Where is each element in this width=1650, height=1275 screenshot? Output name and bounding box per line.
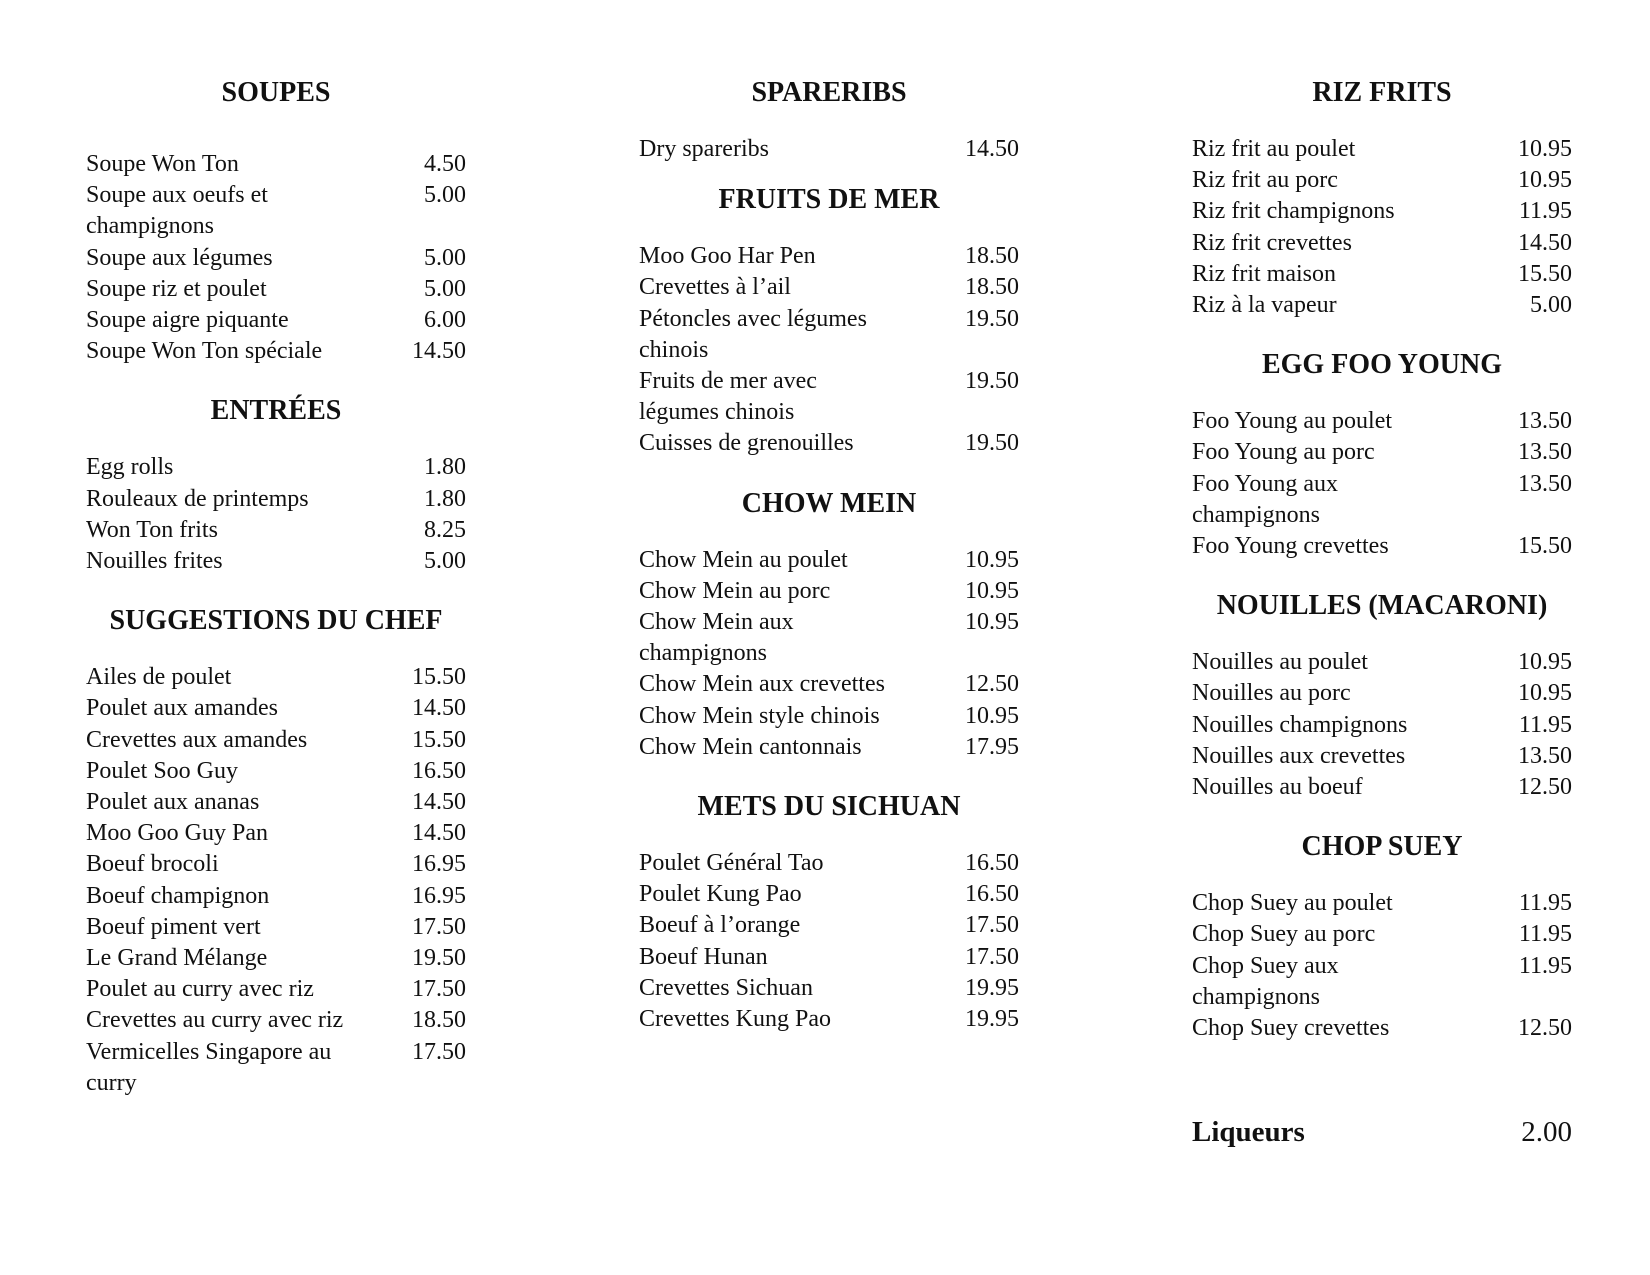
menu-item [1192, 259, 1572, 290]
section-title: EGG FOO YOUNG [1261, 349, 1503, 381]
menu-item [86, 243, 466, 274]
item-price: 12.50 [965, 671, 1019, 698]
section-title: NOUILLES (MACARONI) [1216, 590, 1548, 622]
item-price: 15.50 [1518, 260, 1572, 287]
item-list [639, 545, 1019, 763]
menu-item [86, 943, 466, 974]
item-name: Poulet Kung Pao [639, 881, 802, 908]
item-price: 10.95 [1518, 167, 1572, 194]
item-name: Egg rolls [86, 454, 174, 481]
item-name: Ailes de poulet [86, 664, 232, 691]
item-price: 10.95 [965, 546, 1019, 573]
section-suggestions-du-chef [86, 602, 466, 1099]
item-list [639, 134, 1019, 165]
item-name: Crevettes Kung Pao [639, 1006, 831, 1033]
menu-item [639, 576, 1019, 607]
item-price: 12.50 [1518, 774, 1572, 801]
menu-item [639, 366, 1019, 428]
item-price: 15.50 [412, 664, 466, 691]
item-price: 13.50 [1518, 439, 1572, 466]
item-price: 10.95 [1518, 136, 1572, 162]
item-price: 5.00 [424, 244, 466, 271]
menu-item [639, 701, 1019, 732]
item-price: 19.50 [412, 945, 466, 972]
item-list [1192, 647, 1572, 803]
item-list [86, 662, 466, 1099]
menu-item [1192, 134, 1572, 165]
item-price: 13.50 [1518, 408, 1572, 435]
item-name: Riz frit champignons [1192, 198, 1395, 225]
item-name: Poulet Général Tao [639, 850, 824, 877]
item-name: Foo Young aux champignons [1192, 470, 1339, 528]
section-entrees [86, 392, 466, 577]
item-name: Riz frit maison [1192, 260, 1336, 287]
item-name: Chop Suey au poulet [1192, 890, 1393, 917]
item-name: Boeuf à l’orange [639, 912, 801, 939]
menu-item [86, 725, 466, 756]
item-name: Soupe Won Ton spéciale [86, 338, 323, 365]
menu-item [86, 1005, 466, 1036]
item-price: 10.95 [1518, 680, 1572, 707]
item-price: 10.95 [1518, 649, 1572, 676]
liqueurs-row [1192, 1113, 1572, 1151]
item-name: Nouilles au porc [1192, 680, 1351, 707]
item-list [86, 452, 466, 577]
item-name: Boeuf champignon [86, 882, 270, 909]
section-chow-mein [639, 485, 1019, 763]
item-price: 11.95 [1518, 198, 1572, 225]
menu-item [86, 881, 466, 912]
item-name: Moo Goo Guy Pan [86, 820, 269, 847]
menu-item [639, 304, 1019, 366]
item-name: Soupe aigre piquante [86, 307, 289, 334]
item-price: 12.50 [1518, 1015, 1572, 1042]
item-list [1192, 134, 1572, 321]
menu-item [639, 607, 1019, 669]
menu-item [1192, 647, 1572, 678]
item-price: 10.95 [965, 702, 1019, 729]
menu-item [1192, 290, 1572, 321]
item-price: 1.80 [424, 485, 466, 512]
item-price: 14.50 [1518, 229, 1572, 256]
menu-item [86, 693, 466, 724]
item-list [1192, 406, 1572, 562]
item-price: 16.50 [965, 850, 1019, 877]
item-name: Vermicelles Singapore au curry [86, 1038, 332, 1096]
item-name: Chow Mein cantonnais [639, 733, 862, 760]
menu-item [1192, 888, 1572, 919]
item-price: 1.80 [424, 454, 466, 481]
item-price: 19.50 [965, 430, 1019, 457]
menu-item [639, 1004, 1019, 1035]
item-price: 11.95 [1518, 952, 1572, 979]
item-price: 14.50 [412, 820, 466, 847]
menu-item [1192, 951, 1572, 1013]
item-name: Pétoncles avec légumes chinois [639, 305, 867, 363]
menu-item [1192, 919, 1572, 950]
item-list [86, 149, 466, 367]
menu-item [639, 241, 1019, 272]
menu-item [1192, 469, 1572, 531]
menu-item [86, 515, 466, 546]
item-name: Crevettes Sichuan [639, 974, 813, 1001]
section-title: SUGGESTIONS DU CHEF [109, 605, 443, 637]
item-price: 16.95 [412, 882, 466, 909]
item-price: 17.50 [412, 976, 466, 1003]
item-price: 5.00 [424, 275, 466, 302]
item-name: Chow Mein aux crevettes [639, 671, 885, 698]
menu-item [86, 1037, 466, 1099]
section-chop-suey [1192, 828, 1572, 1044]
menu-item [639, 428, 1019, 459]
item-name: Crevettes aux amandes [86, 726, 308, 753]
item-price: 13.50 [1518, 742, 1572, 769]
item-price: 10.95 [965, 577, 1019, 604]
menu-item [1192, 710, 1572, 741]
item-price: 19.95 [965, 974, 1019, 1001]
menu-item [86, 180, 466, 242]
menu-item [86, 787, 466, 818]
item-name: Moo Goo Har Pen [639, 243, 816, 270]
item-price: 14.50 [412, 789, 466, 816]
menu-item [86, 452, 466, 483]
item-name: Poulet aux ananas [86, 789, 260, 816]
section-title: SOUPES [221, 77, 331, 108]
menu-item [639, 973, 1019, 1004]
item-name: Soupe aux oeufs et champignons [86, 182, 268, 240]
item-name: Riz frit crevettes [1192, 229, 1352, 256]
item-price: 15.50 [1518, 533, 1572, 560]
menu-item [86, 818, 466, 849]
item-name: Chop Suey au porc [1192, 921, 1376, 948]
item-name: Nouilles aux crevettes [1192, 742, 1406, 769]
section-title: SPARERIBS [751, 77, 907, 108]
item-price: 16.95 [412, 851, 466, 878]
section-nouilles [1192, 587, 1572, 803]
menu-item [1192, 1013, 1572, 1044]
item-name: Soupe riz et poulet [86, 275, 267, 302]
menu-item [1192, 406, 1572, 437]
item-name: Nouilles frites [86, 548, 223, 575]
item-name: Poulet aux amandes [86, 695, 278, 722]
item-list [639, 241, 1019, 459]
item-price: 17.95 [965, 733, 1019, 760]
item-name: Boeuf piment vert [86, 913, 261, 940]
menu-item [639, 669, 1019, 700]
item-name: Dry spareribs [639, 136, 769, 162]
item-name: Nouilles au boeuf [1192, 774, 1363, 801]
item-name: Le Grand Mélange [86, 945, 268, 972]
item-name: Crevettes au curry avec riz [86, 1007, 344, 1034]
menu-item [86, 484, 466, 515]
item-price: 11.95 [1518, 890, 1572, 917]
section-title: METS DU SICHUAN [697, 791, 961, 823]
menu-item [86, 974, 466, 1005]
menu-item [1192, 165, 1572, 196]
section-fruits-de-mer [639, 181, 1019, 459]
item-price: 5.00 [1530, 292, 1572, 319]
item-name: Chop Suey crevettes [1192, 1015, 1390, 1042]
item-price: 15.50 [412, 726, 466, 753]
item-name: Chow Mein aux champignons [639, 609, 794, 667]
item-list [639, 848, 1019, 1035]
section-title: FRUITS DE MER [718, 184, 940, 216]
menu-item [86, 546, 466, 577]
item-name: Boeuf brocoli [86, 851, 219, 878]
item-price: 14.50 [412, 338, 466, 365]
menu-column-1 [86, 74, 466, 1099]
menu-item [1192, 531, 1572, 562]
menu-item [86, 274, 466, 305]
item-name: Foo Young au porc [1192, 439, 1375, 466]
item-price: 17.50 [412, 913, 466, 940]
menu-item [86, 756, 466, 787]
item-price: 5.00 [424, 548, 466, 575]
menu-item [639, 545, 1019, 576]
section-riz-frits [1192, 74, 1572, 321]
item-price: 14.50 [412, 695, 466, 722]
menu-item [639, 879, 1019, 910]
item-price: 4.50 [424, 151, 466, 177]
item-name: Riz frit au porc [1192, 167, 1338, 194]
menu-item [639, 910, 1019, 941]
menu-item [639, 942, 1019, 973]
menu-column-3 [1192, 74, 1572, 1044]
menu-item [639, 272, 1019, 303]
item-name: Soupe aux légumes [86, 244, 273, 271]
menu-item [1192, 678, 1572, 709]
item-price: 17.50 [965, 912, 1019, 939]
item-price: 19.50 [965, 305, 1019, 332]
item-price: 19.95 [965, 1006, 1019, 1033]
section-title: CHOW MEIN [741, 487, 917, 519]
section-soupes [86, 74, 466, 367]
menu-item [1192, 228, 1572, 259]
item-price: 14.50 [965, 136, 1019, 162]
item-name: Riz frit au poulet [1192, 136, 1356, 162]
item-price: 13.50 [1518, 470, 1572, 497]
menu-item [639, 848, 1019, 879]
menu-item [86, 305, 466, 336]
menu-item [86, 912, 466, 943]
item-price: 18.50 [412, 1007, 466, 1034]
item-name: Soupe Won Ton [86, 151, 239, 177]
item-price: 6.00 [424, 307, 466, 334]
section-title: RIZ FRITS [1312, 77, 1452, 108]
item-price: 8.25 [424, 516, 466, 543]
item-list [1192, 888, 1572, 1044]
item-price: 5.00 [424, 182, 466, 209]
menu-item [1192, 437, 1572, 468]
section-title: CHOP SUEY [1301, 831, 1463, 863]
item-name: Boeuf Hunan [639, 943, 768, 970]
liqueurs-label: Liqueurs [1192, 1116, 1305, 1148]
menu-column-2 [639, 74, 1019, 1035]
item-name: Chow Mein style chinois [639, 702, 880, 729]
item-name: Fruits de mer avec légumes chinois [639, 368, 817, 426]
item-name: Riz à la vapeur [1192, 292, 1337, 319]
menu-item [1192, 741, 1572, 772]
item-price: 16.50 [965, 881, 1019, 908]
item-name: Nouilles champignons [1192, 711, 1408, 738]
menu-item [639, 732, 1019, 763]
item-name: Chow Mein au porc [639, 577, 831, 604]
item-name: Foo Young crevettes [1192, 533, 1389, 560]
menu-item [86, 149, 466, 180]
item-price: 11.95 [1518, 711, 1572, 738]
item-name: Chop Suey aux champignons [1192, 952, 1339, 1010]
item-price: 17.50 [965, 943, 1019, 970]
menu-item [86, 662, 466, 693]
menu-item [1192, 772, 1572, 803]
item-name: Rouleaux de printemps [86, 485, 309, 512]
item-name: Won Ton frits [86, 516, 218, 543]
item-name: Crevettes à l’ail [639, 274, 791, 301]
item-name: Cuisses de grenouilles [639, 430, 854, 457]
item-name: Poulet Soo Guy [86, 757, 239, 784]
item-price: 19.50 [965, 368, 1019, 395]
item-name: Nouilles au poulet [1192, 649, 1368, 676]
item-price: 11.95 [1518, 921, 1572, 948]
item-price: 17.50 [412, 1038, 466, 1065]
menu-item [86, 336, 466, 367]
menu-item [1192, 196, 1572, 227]
menu-item [639, 134, 1019, 165]
item-price: 18.50 [965, 243, 1019, 270]
menu-item [86, 849, 466, 880]
section-spareribs [639, 74, 1019, 165]
item-name: Chow Mein au poulet [639, 546, 848, 573]
section-mets-du-sichuan [639, 788, 1019, 1035]
item-price: 18.50 [965, 274, 1019, 301]
section-title: ENTRÉES [210, 395, 342, 427]
item-price: 10.95 [965, 609, 1019, 636]
item-name: Foo Young au poulet [1192, 408, 1393, 435]
liqueurs-price: 2.00 [1521, 1116, 1572, 1148]
section-egg-foo-young [1192, 346, 1572, 562]
item-name: Poulet au curry avec riz [86, 976, 314, 1003]
item-price: 16.50 [412, 757, 466, 784]
